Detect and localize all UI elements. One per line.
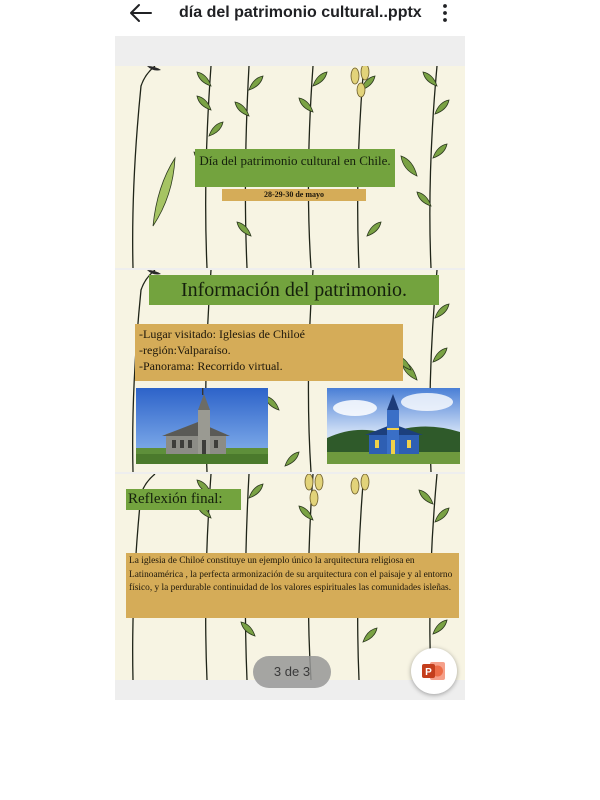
- open-in-powerpoint-button[interactable]: [411, 648, 457, 694]
- slide-2-title: Información del patrimonio.: [149, 275, 439, 305]
- powerpoint-icon: [422, 660, 446, 682]
- church-photo: [327, 388, 460, 464]
- slide-1-title: Día del patrimonio cultural en Chile.: [195, 149, 395, 187]
- arrow-left-icon[interactable]: [127, 2, 153, 24]
- slide-1: [115, 66, 465, 268]
- svg-text:P: P: [425, 667, 432, 678]
- document-title: día del patrimonio cultural..pptx: [179, 4, 422, 21]
- more-vertical-icon[interactable]: [437, 3, 453, 23]
- slide-3-body: La iglesia de Chiloé constituye un ejemplo único la arquitectura religiosa en Latinoamérica , la perfecta armonización de su arquitectura con el paisaje y al entorno físico, y la perdurable continuidad de los valores espirituales las comunidades isleñas.: [126, 553, 459, 618]
- detail-line: -Lugar visitado: Iglesias de Chiloé: [139, 327, 305, 341]
- slide-1-dates: 28-29-30 de mayo: [222, 189, 366, 201]
- slide-3: [115, 474, 465, 680]
- detail-line: -región:Valparaíso.: [139, 343, 231, 357]
- slide-2-details: [135, 324, 403, 381]
- app-bar: [115, 0, 465, 36]
- detail-line: -Panorama: Recorrido virtual.: [139, 359, 283, 373]
- slide-2: [115, 270, 465, 472]
- slide-3-title: Reflexión final:: [126, 489, 241, 510]
- page-indicator: 3 de 3: [253, 656, 331, 688]
- church-photo: [136, 388, 268, 464]
